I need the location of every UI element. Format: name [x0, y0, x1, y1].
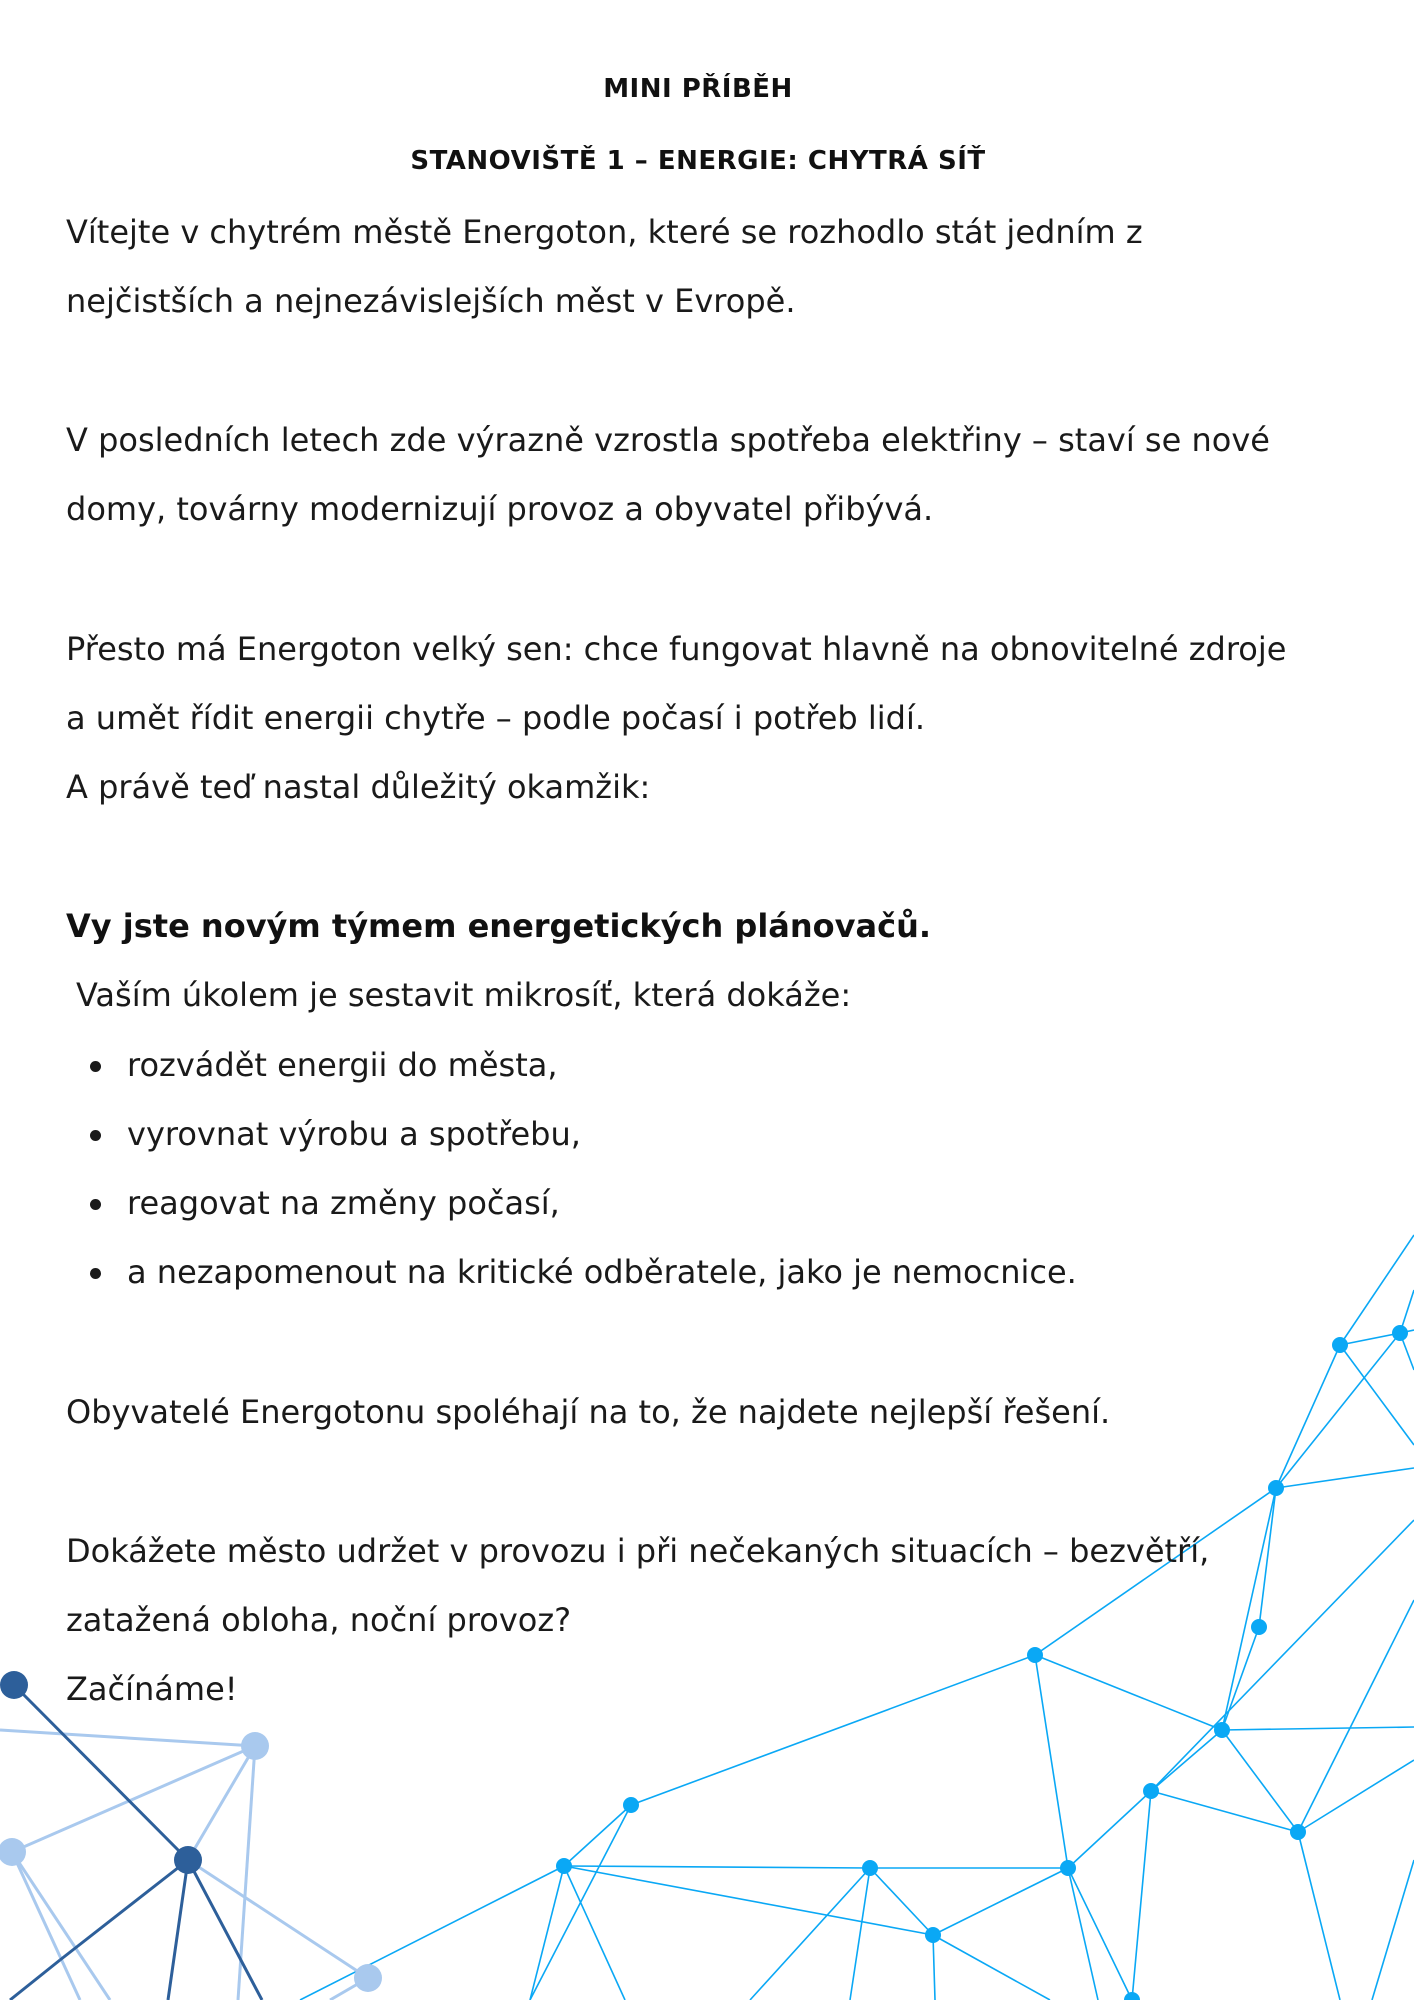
- paragraph-3-line-1: Přesto má Energoton velký sen: chce fungovat hlavně na obnovitelné zdroje: [66, 630, 1287, 668]
- paragraph-1-line-2: nejčistších a nejnezávislejších měst v Evropě.: [66, 282, 796, 320]
- team-statement: Vy jste novým týmem energetických plánovačů.: [66, 907, 932, 945]
- paragraph-6-line-2: zatažená obloha, noční provoz?: [66, 1601, 572, 1639]
- task-intro: Vaším úkolem je sestavit mikrosíť, která dokáže:: [76, 976, 852, 1014]
- list-item-text: a nezapomenout na kritické odběratele, jako je nemocnice.: [127, 1253, 1077, 1291]
- bullet-icon: [90, 1061, 101, 1072]
- paragraph-6-line-1: Dokážete město udržet v provozu i při nečekaných situacích – bezvětří,: [66, 1532, 1210, 1570]
- list-item-text: vyrovnat výrobu a spotřebu,: [127, 1115, 581, 1153]
- page-title: MINI PŘÍBĚH: [603, 74, 793, 104]
- paragraph-3-line-2: a umět řídit energii chytře – podle počasí i potřeb lidí.: [66, 699, 926, 737]
- bullet-icon: [90, 1268, 101, 1279]
- paragraph-2-line-2: domy, továrny modernizují provoz a obyvatel přibývá.: [66, 490, 934, 528]
- bullet-icon: [90, 1130, 101, 1141]
- list-item-text: reagovat na změny počasí,: [127, 1184, 560, 1222]
- closing-line: Začínáme!: [66, 1670, 238, 1708]
- list-item-text: rozvádět energii do města,: [127, 1046, 558, 1084]
- bullet-icon: [90, 1199, 101, 1210]
- paragraph-5: Obyvatelé Energotonu spoléhají na to, že najdete nejlepší řešení.: [66, 1393, 1111, 1431]
- paragraph-3-line-3: A právě teď nastal důležitý okamžik:: [66, 768, 651, 806]
- paragraph-1-line-1: Vítejte v chytrém městě Energoton, které se rozhodlo stát jedním z: [66, 213, 1143, 251]
- paragraph-2-line-1: V posledních letech zde výrazně vzrostla spotřeba elektřiny – staví se nové: [66, 421, 1270, 459]
- station-title: STANOVIŠTĚ 1 – ENERGIE: CHYTRÁ SÍŤ: [410, 146, 986, 176]
